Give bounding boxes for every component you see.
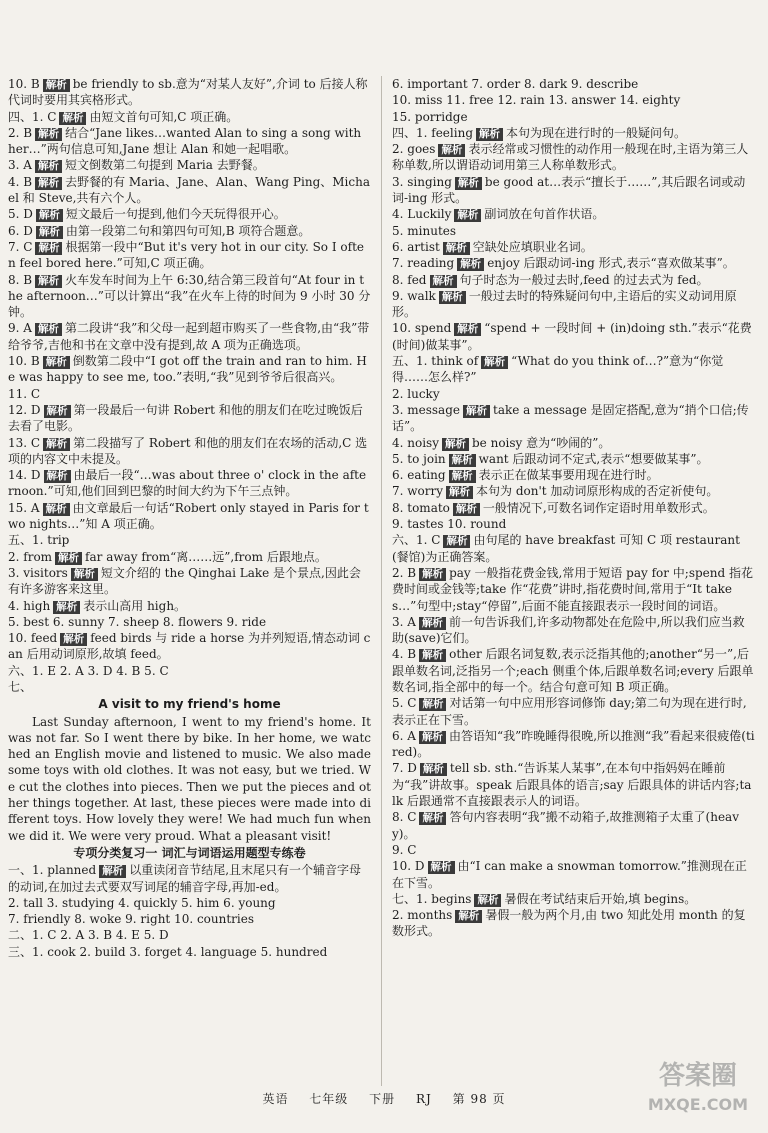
answer-explanation: 本句为 don't 加动词原形构成的否定祈使句。 [476, 484, 719, 499]
answer-key: 9. walk [392, 288, 436, 303]
answer-item [392, 907, 755, 940]
analysis-tag: 解析 [443, 242, 470, 255]
answer-key: 4. B [8, 174, 33, 189]
answer-item [392, 255, 755, 271]
answer-item [8, 239, 371, 272]
answer-key: 2. months [392, 908, 453, 923]
analysis-tag: 解析 [419, 812, 446, 825]
answer-key: 6. important 7. order 8. dark 9. describe [392, 77, 639, 91]
answer-explanation: 前一句告诉我们,许多动物都处在危险中,所以我们应当救助(save)它们。 [392, 614, 745, 646]
answer-explanation: 表示经常或习惯性的动作用一般现在时,主语为第三人称单数,所以谓语动词用第三人称单数形式。 [392, 142, 749, 173]
answer-key: 7. worry [392, 484, 444, 499]
answer-key: 4. noisy [392, 435, 439, 450]
answer-item [392, 891, 755, 907]
answer-item [392, 353, 755, 386]
analysis-tag: 解析 [476, 128, 503, 141]
answer-item [8, 353, 371, 386]
answer-key: 2. lucky [392, 386, 440, 401]
answer-key: 2. from [8, 549, 53, 564]
answer-key: 9. A [8, 321, 32, 336]
analysis-tag: 解析 [43, 356, 70, 369]
watermark-url: MXQE.COM [647, 1095, 749, 1114]
essay-title: A visit to my friend's home [98, 697, 281, 712]
answer-item [8, 386, 371, 402]
analysis-tag: 解析 [419, 698, 446, 711]
analysis-tag: 解析 [59, 112, 86, 125]
analysis-tag: 解析 [419, 649, 446, 662]
analysis-tag: 解析 [457, 258, 484, 271]
answer-key: 9. tastes 10. round [392, 517, 507, 532]
answer-explanation: 一般过去时的特殊疑问句中,主语后的实义动词用原形。 [392, 288, 737, 320]
answer-key: 15. A [8, 500, 40, 515]
answer-key: 5. to join [392, 451, 446, 466]
answer-key: 14. D [8, 468, 41, 483]
answer-item [8, 272, 371, 321]
analysis-tag: 解析 [53, 601, 80, 614]
answer-item [392, 809, 755, 842]
answer-explanation: pay 一般指花费金钱,常用于短语 pay for 中;spend 指花费时间或金钱等;take 作“花费”讲时,指花费时间,常用于“It takes…”句型中;stay“停留”,后面不能直接跟表示一段时间的词语。 [392, 565, 754, 613]
answer-explanation: “spend + 一段时间 + (in)doing sth.”表示“花费(时间)做某事”。 [392, 321, 752, 352]
answer-explanation: be noisy 意为“吵闹的”。 [472, 435, 611, 450]
answer-explanation: 火车发车时间为上午 6:30,结合第三段首句“At four in the afternoon…”可以计算出“我”在火车上待的时间为 9 小时 30 分钟。 [8, 272, 371, 320]
answer-key: 四、1. C [8, 109, 57, 124]
answer-item [8, 467, 371, 500]
answer-item [392, 565, 755, 614]
answer-item [392, 858, 755, 891]
answer-explanation: 倒数第二段中“I got off the train and ran to him. He was happy to see me, too.”表明,“我”见到爷爷后很高兴。 [8, 354, 367, 385]
answer-item [392, 125, 755, 141]
answer-explanation: take a message 是固定搭配,意为“捎个口信;传话”。 [392, 402, 749, 434]
answer-key: 三、1. cook 2. build 3. forget 4. language 5. hundred [8, 944, 328, 959]
analysis-tag: 解析 [455, 177, 482, 190]
answer-item [392, 451, 755, 467]
analysis-tag: 解析 [36, 226, 63, 239]
answer-key: 10. spend [392, 321, 452, 336]
analysis-tag: 解析 [43, 438, 70, 451]
answer-explanation: 短文倒数第二句提到 Maria 去野餐。 [64, 158, 265, 173]
answer-explanation: 由最后一段“…was about three o' clock in the afternoon.”可知,他们回到巴黎的时间大约为下午三点钟。 [8, 468, 367, 499]
answer-explanation: 由短文首句可知,C 项正确。 [89, 109, 239, 124]
analysis-tag: 解析 [463, 405, 490, 418]
answer-key: 五、1. think of [392, 354, 479, 369]
answer-key: 2. B [8, 125, 33, 140]
answer-item [8, 927, 371, 943]
answer-key: 8. tomato [392, 500, 450, 515]
answer-key: 10. D [392, 859, 425, 874]
answer-item [392, 646, 755, 695]
analysis-tag: 解析 [35, 128, 62, 141]
answer-key: 4. Luckily [392, 207, 452, 222]
answer-explanation: enjoy 后跟动词-ing 形式,表示“喜欢做某事”。 [487, 256, 735, 271]
footer-volume: 下册 [369, 1092, 396, 1106]
footer-edition: RJ [415, 1092, 432, 1106]
answer-item [8, 435, 371, 468]
answer-item [8, 500, 371, 533]
answer-item [8, 223, 371, 239]
analysis-tag: 解析 [420, 763, 447, 776]
analysis-tag: 解析 [453, 503, 480, 516]
answer-explanation: 去野餐的有 Maria、Jane、Alan、Wang Ping、Michael 和 Steve,共有六个人。 [8, 174, 370, 206]
answer-key: 9. C [392, 842, 417, 857]
answer-item [8, 125, 371, 158]
answer-key: 3. A [8, 158, 32, 173]
watermark-text: 答案圈 [658, 1061, 737, 1091]
analysis-tag: 解析 [419, 731, 446, 744]
left-column [8, 76, 371, 960]
answer-item [392, 500, 755, 516]
answer-key: 2. goes [392, 142, 436, 157]
analysis-tag: 解析 [99, 865, 126, 878]
answer-key: 六、1. E 2. A 3. D 4. B 5. C [8, 663, 169, 678]
answer-explanation: 表示山高用 high。 [83, 598, 187, 613]
answer-key: 五、1. trip [8, 533, 70, 548]
answer-explanation: 由文章最后一句话“Robert only stayed in Paris for two nights…”知 A 项正确。 [8, 500, 369, 532]
analysis-tag: 解析 [443, 535, 470, 548]
answer-item [8, 109, 371, 125]
analysis-tag: 解析 [35, 177, 62, 190]
answer-key: 7. C [8, 239, 33, 254]
answer-explanation: 对话第一句中应用形容词修饰 day;第二句为现在进行时,表示正在下雪。 [392, 696, 747, 727]
answer-key: 4. high [8, 598, 51, 613]
answer-explanation: 根据第一段中“But it's very hot in our city. So I often feel bored here.”可知,C 项正确。 [8, 239, 364, 271]
answer-item [8, 663, 371, 679]
left-answer-list [8, 76, 371, 679]
analysis-tag: 解析 [455, 910, 482, 923]
footer-page: 第 98 页 [452, 1092, 506, 1106]
analysis-tag: 解析 [419, 617, 446, 630]
analysis-tag: 解析 [60, 633, 87, 646]
answer-key: 3. singing [392, 174, 452, 189]
footer-subject: 英语 [262, 1092, 289, 1106]
answer-item [8, 895, 371, 911]
answer-item [8, 157, 371, 173]
left-tail-list [8, 862, 371, 960]
analysis-tag: 解析 [428, 861, 455, 874]
answer-item [392, 141, 755, 174]
answer-key: 8. B [8, 272, 33, 287]
answer-item [8, 76, 371, 109]
answer-key: 10. feed [8, 631, 58, 646]
essay-block [8, 679, 371, 844]
analysis-tag: 解析 [36, 209, 63, 222]
answer-explanation: 答句内容表明“我”搬不动箱子,故推测箱子太重了(heavy)。 [392, 810, 739, 841]
answer-key: 11. C [8, 386, 41, 401]
essay-body: Last Sunday afternoon, I went to my friend's home. It was not far. So I went there by bike. In her home, we watched an English movie and listened to music. We also made some toys with old clothes. It was not easy, but we tried. We cut the clothes into pieces. Then we put the pieces and other things together. At last, these pieces were made into different toys. How lovely they were! We had much fun when we did it. We were very proud. What a pleasant visit! [8, 714, 371, 843]
answer-key: 10. B [8, 77, 40, 91]
analysis-tag: 解析 [481, 356, 508, 369]
answer-explanation: 暑假在考试结束后开始,填 begins。 [504, 891, 697, 906]
answer-item [392, 695, 755, 728]
answer-explanation: feed birds 与 ride a horse 为并列短语,情态动词 can 后用动词原形,故填 feed。 [8, 631, 371, 662]
analysis-tag: 解析 [35, 242, 62, 255]
right-column [392, 76, 755, 940]
answer-item [392, 532, 755, 565]
answer-explanation: 第一段最后一句讲 Robert 和他的朋友们在吃过晚饭后去看了电影。 [8, 402, 363, 434]
answer-key: 6. artist [392, 239, 440, 254]
answer-key: 7. D [392, 761, 417, 776]
answer-item [392, 288, 755, 321]
answer-item [8, 630, 371, 663]
analysis-tag: 解析 [454, 209, 481, 222]
answer-key: 8. C [392, 810, 417, 825]
analysis-tag: 解析 [430, 275, 457, 288]
analysis-tag: 解析 [474, 894, 501, 907]
answer-explanation: “What do you think of…?”意为“你觉得……怎么样?” [392, 354, 724, 385]
answer-explanation: 由第一段第二句和第四句可知,B 项符合题意。 [65, 223, 311, 238]
answer-item [392, 206, 755, 222]
analysis-tag: 解析 [55, 552, 82, 565]
analysis-tag: 解析 [439, 291, 466, 304]
answer-item [392, 272, 755, 288]
analysis-tag: 解析 [44, 470, 71, 483]
answer-item [392, 223, 755, 239]
answer-item [392, 467, 755, 483]
answer-item [392, 239, 755, 255]
watermark-logo [642, 1055, 754, 1125]
footer-grade: 七年级 [309, 1092, 349, 1106]
column-divider [381, 76, 382, 1086]
answer-explanation: want 后跟动词不定式,表示“想要做某事”。 [478, 451, 709, 466]
answer-key: 10. miss 11. free 12. rain 13. answer 14. eighty [392, 93, 681, 108]
analysis-tag: 解析 [419, 568, 446, 581]
answer-item [392, 614, 755, 647]
answer-explanation: tell sb. sth.“告诉某人某事”,在本句中指妈妈在睡前为“我”讲故事。speak 后跟具体的语言;say 后跟具体的讲话内容;talk 后跟通常不直接跟表示人的词语。 [392, 761, 752, 809]
answer-key: 5. C [392, 696, 417, 711]
answer-item [8, 598, 371, 614]
answer-key: 12. D [8, 402, 41, 417]
analysis-tag: 解析 [43, 503, 70, 516]
answer-item [392, 92, 755, 108]
answer-item [392, 402, 755, 435]
answer-item [392, 320, 755, 353]
answer-key: 3. A [392, 614, 416, 629]
analysis-tag: 解析 [35, 275, 62, 288]
answer-explanation: 短文介绍的 the Qinghai Lake 是个景点,因此会有许多游客来这里。 [8, 565, 361, 597]
answer-item [392, 728, 755, 761]
answer-explanation: 本句为现在进行时的一般疑问句。 [506, 125, 687, 140]
answer-item [8, 320, 371, 353]
analysis-tag: 解析 [35, 323, 62, 336]
answer-explanation: other 后跟名词复数,表示泛指其他的;another“另一”,后跟单数名词,泛指另一个;each 侧重个体,后跟单数名词;every 后跟单数名词,指全部中的每一个。结合句意可知 B 项正确。 [392, 647, 754, 694]
answer-item [392, 435, 755, 451]
answer-explanation: 由“I can make a snowman tomorrow.”推测现在正在下雪。 [392, 859, 747, 890]
right-answer-list [392, 76, 755, 940]
answer-explanation: 暑假一般为两个月,由 two 知此处用 month 的复数形式。 [392, 908, 746, 939]
answer-explanation: 一般情况下,可数名词作定语时用单数形式。 [482, 500, 715, 515]
answer-item [392, 483, 755, 499]
answer-key: 七、1. begins [392, 891, 472, 906]
answer-key: 一、1. planned [8, 863, 97, 878]
answer-key: 6. D [8, 223, 33, 238]
answer-key: 13. C [8, 435, 41, 450]
answer-item [8, 206, 371, 222]
answer-item [392, 516, 755, 532]
answer-key: 2. tall 3. studying 4. quickly 5. him 6. young [8, 895, 276, 910]
answer-item [392, 386, 755, 402]
answer-explanation: 句子时态为一般过去时,feed 的过去式为 fed。 [459, 272, 709, 287]
answer-item [392, 109, 755, 125]
essay-label: 七、 [8, 679, 33, 694]
analysis-tag: 解析 [446, 486, 473, 499]
answer-explanation: 第二段讲“我”和父母一起到超市购买了一些食物,由“我”带给爷爷,吉他和书在文章中没有提到,故 A 项为正确选项。 [8, 321, 370, 352]
answer-item [8, 944, 371, 960]
answer-item [8, 911, 371, 927]
answer-explanation: 由答语知“我”昨晚睡得很晚,所以推测“我”看起来很疲倦(tired)。 [392, 728, 755, 760]
answer-item [392, 760, 755, 809]
analysis-tag: 解析 [449, 454, 476, 467]
section-title: 专项分类复习一 词汇与词语运用题型专练卷 [73, 845, 306, 860]
answer-key: 15. porridge [392, 109, 468, 124]
answer-key: 2. B [392, 565, 417, 580]
answer-explanation: 由句尾的 have breakfast 可知 C 项 restaurant(餐馆)为正确答案。 [392, 533, 740, 564]
answer-key: 6. eating [392, 468, 446, 483]
analysis-tag: 解析 [454, 323, 481, 336]
answer-item [8, 549, 371, 565]
answer-key: 3. visitors [8, 565, 68, 580]
answer-item [8, 565, 371, 598]
analysis-tag: 解析 [449, 470, 476, 483]
answer-key: 四、1. feeling [392, 125, 473, 140]
answer-key: 7. friendly 8. woke 9. right 10. countries [8, 912, 255, 927]
answer-key: 4. B [392, 647, 417, 662]
answer-explanation: 第二段描写了 Robert 和他的朋友们在农场的活动,C 选项的内容文中未提及。 [8, 435, 368, 466]
answer-item [8, 174, 371, 207]
answer-key: 7. reading [392, 256, 455, 271]
answer-explanation: 以重读闭音节结尾,且末尾只有一个辅音字母的动词,在加过去式要双写词尾的辅音字母,再加-ed。 [8, 863, 362, 894]
analysis-tag: 解析 [44, 405, 71, 418]
answer-key: 5. best 6. sunny 7. sheep 8. flowers 9. ride [8, 614, 267, 629]
answer-key: 六、1. C [392, 533, 441, 548]
answer-explanation: 副词放在句首作状语。 [484, 207, 605, 222]
answer-key: 10. B [8, 354, 40, 369]
answer-explanation: be friendly to sb.意为“对某人友好”,介词 to 后接人称代词时要用其宾格形式。 [8, 77, 368, 108]
answer-key: 5. D [8, 207, 33, 222]
answer-key: 二、1. C 2. A 3. B 4. E 5. D [8, 928, 169, 943]
analysis-tag: 解析 [442, 438, 469, 451]
answer-key: 8. fed [392, 272, 427, 287]
analysis-tag: 解析 [43, 79, 70, 92]
answer-explanation: far away from“离……远”,from 后跟地点。 [85, 549, 327, 564]
answer-key: 3. message [392, 402, 460, 417]
answer-key: 6. A [392, 728, 416, 743]
answer-key: 5. minutes [392, 223, 457, 238]
answer-explanation: 短文最后一句提到,他们今天玩得很开心。 [65, 207, 286, 222]
answer-explanation: 结合“Jane likes…wanted Alan to sing a song with her…”两句信息可知,Jane 想让 Alan 和她一起唱歌。 [8, 125, 362, 157]
analysis-tag: 解析 [438, 144, 465, 157]
answer-item [392, 174, 755, 207]
answer-item [8, 614, 371, 630]
answer-explanation: 空缺处应填职业名词。 [472, 239, 593, 254]
analysis-tag: 解析 [71, 568, 98, 581]
answer-item [392, 76, 755, 92]
answer-item [8, 862, 371, 895]
answer-item [392, 842, 755, 858]
answer-item [8, 402, 371, 435]
answer-explanation: be good at…表示“擅长于……”,其后跟名词或动词-ing 形式。 [392, 174, 746, 206]
analysis-tag: 解析 [35, 160, 62, 173]
answer-item [8, 532, 371, 548]
answer-explanation: 表示正在做某事要用现在进行时。 [478, 468, 659, 483]
